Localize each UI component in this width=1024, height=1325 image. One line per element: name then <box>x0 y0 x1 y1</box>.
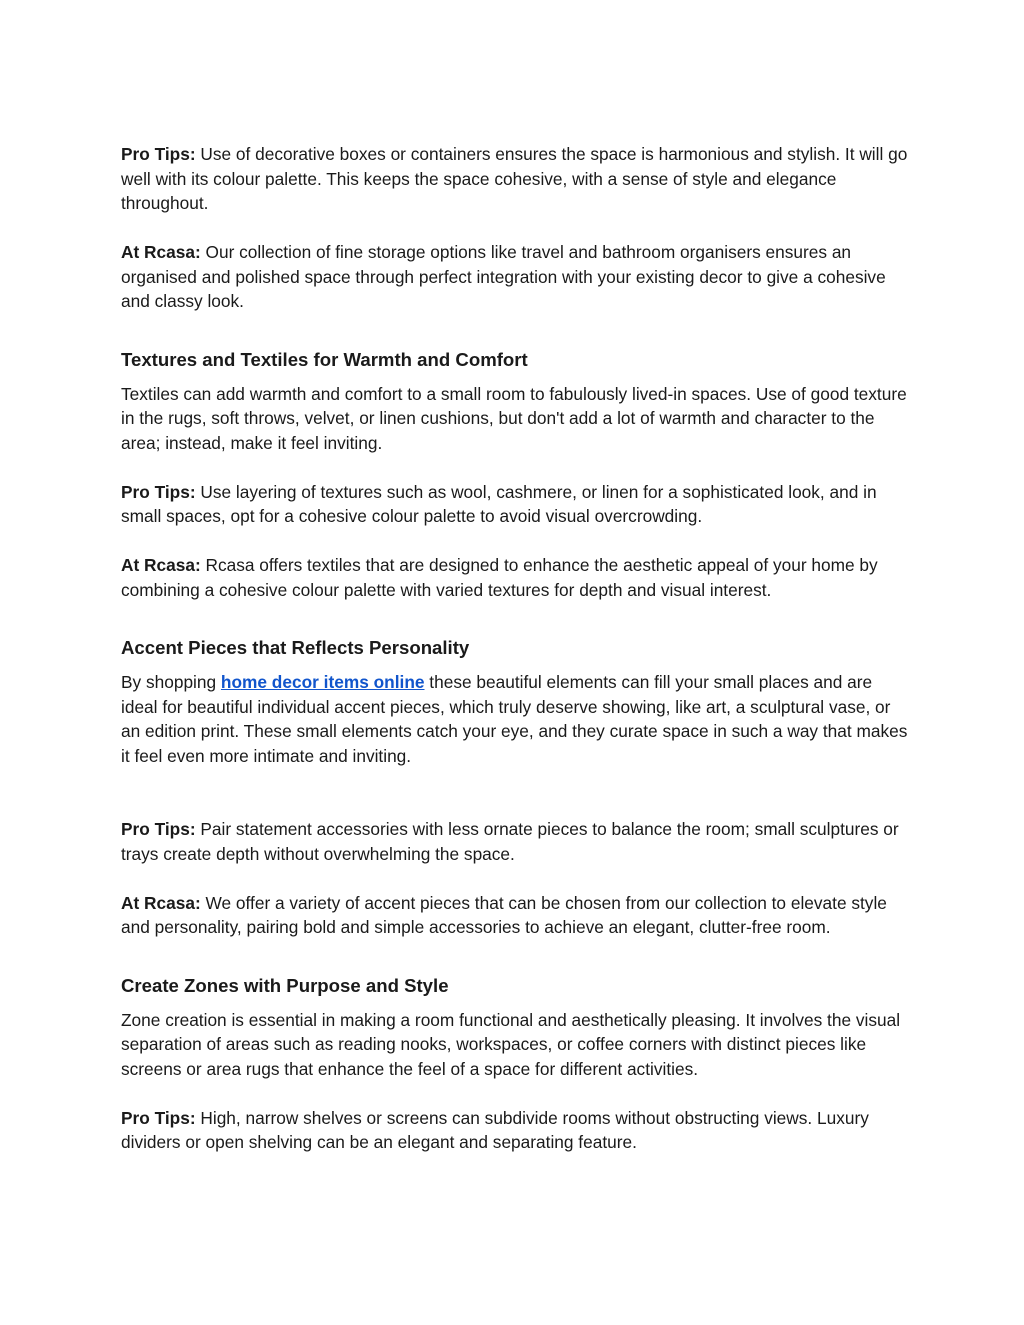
intro-pro-tips-paragraph <box>121 142 911 216</box>
textures-pro-tips-paragraph <box>121 480 911 529</box>
rcasa-label: At Rcasa: <box>121 555 201 575</box>
zones-body-paragraph: Zone creation is essential in making a room functional and aesthetically pleasing. It involves the visual separation of areas such as reading nooks, workspaces, or coffee corners with distinct pieces like screens or area rugs that enhance the feel of a space for different activities. <box>121 1009 901 1079</box>
zones-pro-tips-paragraph <box>121 1106 911 1155</box>
rcasa-label: At Rcasa: <box>121 892 201 913</box>
pro-tips-text: Use layering of textures such as wool, cashmere, or linen for a sophisticated look, and in small spaces, opt for a cohesive colour palette to avoid visual overcrowding. <box>121 481 877 526</box>
accent-body-before-link: By shopping <box>121 672 221 692</box>
textures-heading: Textures and Textiles for Warmth and Comfort <box>121 348 528 370</box>
pro-tips-text: Pair statement accessories with less ornate pieces to balance the room; small sculptures or trays create depth without overwhelming the space. <box>121 819 899 864</box>
pro-tips-label: Pro Tips: <box>121 144 196 164</box>
pro-tips-text: Use of decorative boxes or containers ensures the space is harmonious and stylish. It will go well with its colour palette. This keeps the space cohesive, with a sense of style and elegance throughout. <box>121 144 908 213</box>
rcasa-text: We offer a variety of accent pieces that can be chosen from our collection to elevate style and personality, pairing bold and simple accessories to achieve an elegant, clutter-free room. <box>121 892 887 937</box>
rcasa-text: Our collection of fine storage options like travel and bathroom organisers ensures an organised and polished space through perfect integration with your existing decor to give a cohesive and classy look. <box>121 242 886 311</box>
zones-heading: Create Zones with Purpose and Style <box>121 974 449 996</box>
home-decor-link[interactable]: home decor items online <box>220 672 425 692</box>
rcasa-label: At Rcasa: <box>121 242 201 262</box>
document-body <box>121 142 911 1155</box>
accent-body-paragraph <box>121 670 911 768</box>
rcasa-text: Rcasa offers textiles that are designed to enhance the aesthetic appeal of your home by combining a cohesive colour palette with varied textures for depth and visual interest. <box>121 555 878 600</box>
textures-body-paragraph: Textiles can add warmth and comfort to a small room to fabulously lived-in spaces. Use of good texture in the rugs, soft throws, velvet, or linen cushions, but don't add a lot of warmth and character to the area; instead, make it feel inviting. <box>121 383 907 453</box>
accent-heading: Accent Pieces that Reflects Personality <box>121 637 470 658</box>
intro-rcasa-paragraph <box>121 240 911 314</box>
pro-tips-label: Pro Tips: <box>121 819 196 839</box>
pro-tips-text: High, narrow shelves or screens can subdivide rooms without obstructing views. Luxury dividers or open shelving can be an elegant and separating feature. <box>121 1107 869 1152</box>
pro-tips-label: Pro Tips: <box>121 1107 196 1128</box>
accent-body-after-link: these beautiful elements can fill your small places and are ideal for beautiful individual accent pieces, which truly deserve showing, like art, a sculptural vase, or an edition print. These small elements catch your eye, and they curate space in such a way that makes it feel even more intimate and inviting. <box>121 672 908 766</box>
accent-rcasa-paragraph <box>121 891 911 940</box>
accent-pro-tips-paragraph <box>121 817 911 866</box>
pro-tips-label: Pro Tips: <box>121 481 196 502</box>
textures-rcasa-paragraph <box>121 553 911 602</box>
